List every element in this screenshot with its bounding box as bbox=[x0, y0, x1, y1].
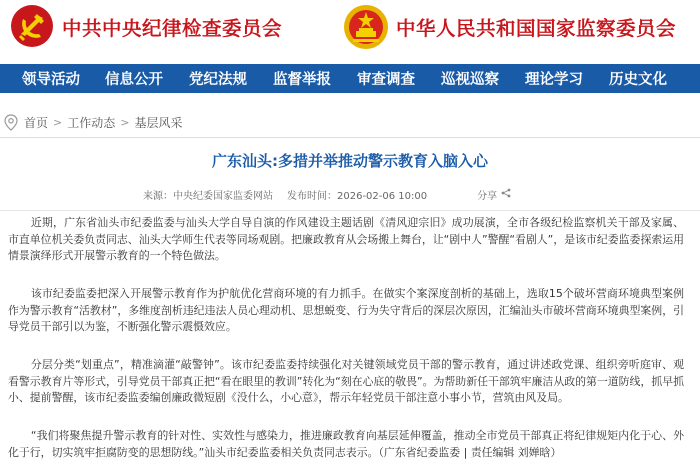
nav-item-investigation[interactable]: 审查调查 bbox=[357, 71, 415, 88]
site-header bbox=[0, 0, 700, 64]
nav-item-inspection[interactable]: 巡视巡察 bbox=[441, 71, 499, 88]
nav-item-leadership[interactable]: 领导活动 bbox=[22, 71, 80, 88]
location-pin-icon bbox=[4, 114, 18, 131]
org-name-ccdi[interactable]: 中共中央纪律检查委员会 bbox=[62, 17, 283, 40]
article-date: 发布时间：2026-02-06 10:00 bbox=[287, 191, 428, 202]
breadcrumb-subsection[interactable]: 基层风采 bbox=[134, 115, 183, 130]
share-label: 分享 bbox=[477, 191, 498, 202]
divider bbox=[0, 137, 700, 138]
nav-item-report[interactable]: 监督举报 bbox=[273, 71, 331, 88]
article-paragraph: 该市纪委监委把深入开展警示教育作为护航优化营商环境的有力抓手。在做实个案深度剖析的基础上，选取15个破坏营商环境典型案例作为警示教育“活教材”，多维度剖析违纪违法人员心理动机、思想蜕变、行为失守背后的深层次原因，汇编汕头市破坏营商环境典型案例，引导党员干部引以为鉴，不断强化警示震慑效应。 bbox=[8, 287, 684, 334]
article-paragraph: 分层分类“划重点”，精准滴灌“敲警钟”。该市纪委监委持续强化对关键领域党员干部的警示教育，通过讲述政党课、组织旁听庭审、观看警示教育片等形式，引导党员干部真正把“看在眼里的教训”转化为“刻在心底的敬畏”。为帮助新任干部筑牢廉洁从政的第一道防线，抓早抓小、提前警醒，该市纪委监委编创廉政微短剧《没什么，小心意》，帮示年轻党员干部注意小事小节，营筑由风及局。 bbox=[8, 358, 685, 405]
article-title: 广东汕头:多措并举推动警示教育入脑入心 bbox=[211, 152, 488, 170]
divider bbox=[0, 210, 700, 211]
nav-item-regulations[interactable]: 党纪法规 bbox=[189, 71, 247, 88]
party-emblem-icon bbox=[10, 4, 54, 48]
org-name-nsc[interactable]: 中华人民共和国国家监察委员会 bbox=[396, 17, 677, 40]
article-source: 来源：中央纪委国家监委网站 bbox=[143, 191, 273, 202]
breadcrumb-home[interactable]: 首页 bbox=[24, 115, 49, 130]
breadcrumb-separator: > bbox=[120, 115, 130, 129]
breadcrumb-separator: > bbox=[53, 115, 63, 129]
share-icon[interactable] bbox=[501, 188, 511, 201]
national-emblem-icon bbox=[343, 4, 389, 50]
nav-item-theory[interactable]: 理论学习 bbox=[525, 71, 583, 88]
article-paragraph: “我们将聚焦提升警示教育的针对性、实效性与感染力，推进廉政教育向基层延伸覆盖，推动全市党员干部真正将纪律规矩内化于心、外化于行，切实筑牢拒腐防变的思想防线。”汕头市纪委监委相关负责同志表示。（广东省纪委监委 | 责任编辑 刘婵晗） bbox=[8, 429, 684, 459]
main-nav bbox=[0, 64, 700, 93]
breadcrumb bbox=[4, 112, 182, 132]
nav-item-history[interactable]: 历史文化 bbox=[609, 71, 667, 88]
breadcrumb-section[interactable]: 工作动态 bbox=[67, 115, 116, 130]
nav-item-info-disclosure[interactable]: 信息公开 bbox=[105, 71, 163, 88]
article-paragraph: 近期，广东省汕头市纪委监委与汕头大学自导自演的作风建设主题话剧《清风迎宗旧》成功展演，全市各级纪检监察机关干部及家属、市直单位机关委负责同志、汕头大学师生代表等同场观剧。把廉政教育从会场搬上舞台，让“剧中人”警醒“看剧人”，是该市纪委监委探索运用情景演绎形式开展警示教育的一个特色做法。 bbox=[8, 216, 685, 263]
article-meta bbox=[143, 187, 511, 202]
